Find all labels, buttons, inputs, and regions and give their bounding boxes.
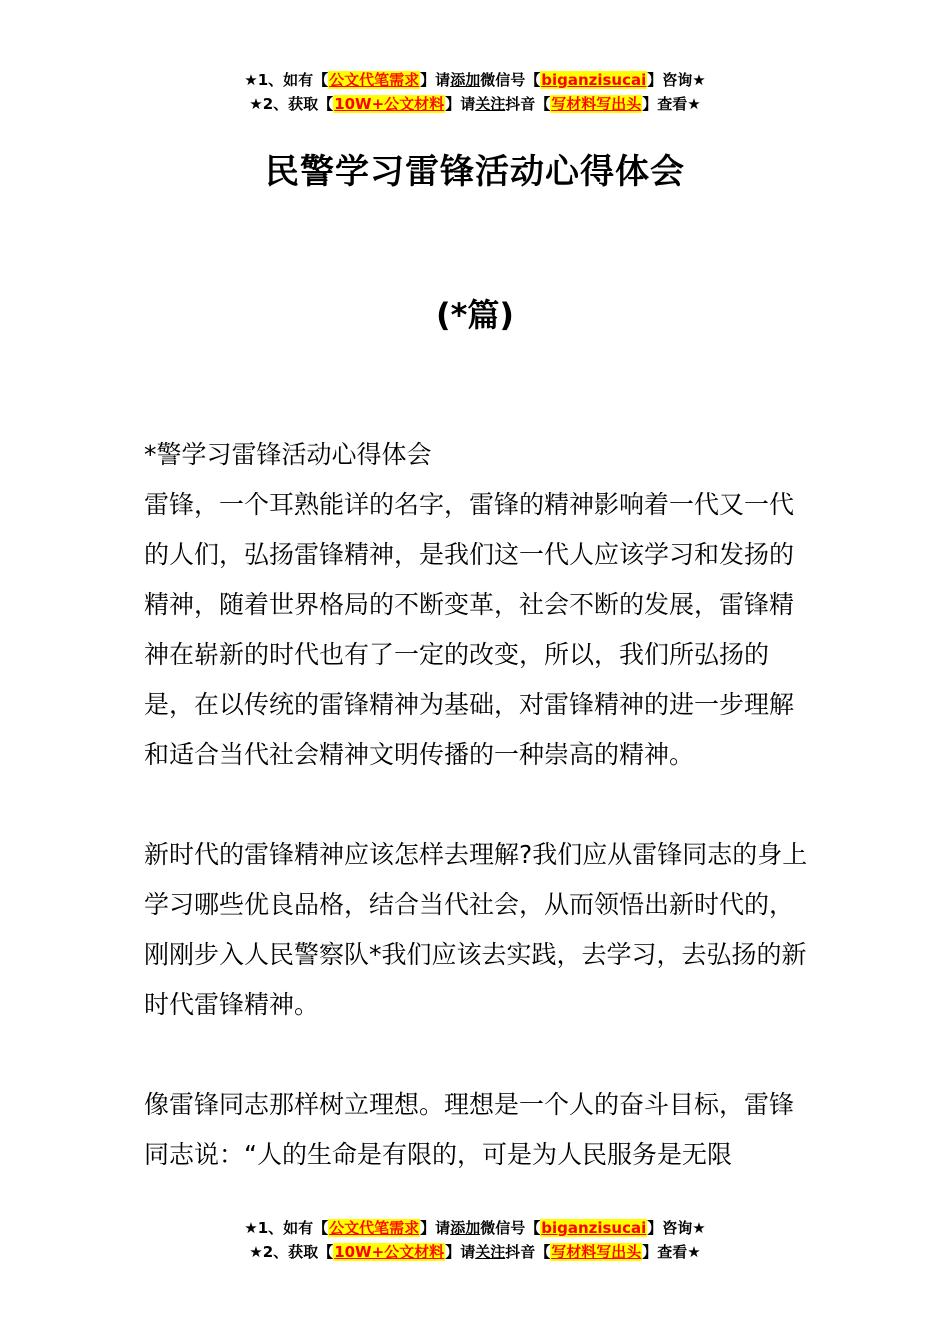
document-body (144, 430, 808, 1180)
header-promo-banner (0, 68, 950, 116)
promo-douyin-account: 写材料写出头 (551, 1243, 642, 1261)
promo-douyin-account: 写材料写出头 (551, 95, 642, 113)
promo-highlight: 公文代笔需求 (329, 1219, 420, 1237)
promo-line-2: ★2、获取【10W+公文材料】请关注抖音【写材料写出头】查看★ (249, 1243, 701, 1261)
body-paragraph: 像雷锋同志那样树立理想。理想是一个人的奋斗目标，雷锋同志说：“人的生命是有限的，可是为人民服务是无限 (144, 1090, 795, 1169)
promo-highlight: 公文代笔需求 (329, 71, 420, 89)
body-paragraph: 雷锋，一个耳熟能详的名字，雷锋的精神影响着一代又一代的人们，弘扬雷锋精神，是我们这一代人应该学习和发扬的精神，随着世界格局的不断变革，社会不断的发展，雷锋精神在崭新的时代也有了一定的改变，所以，我们所弘扬的是，在以传统的雷锋精神为基础，对雷锋精神的进一步理解和适合当代社会精神文明传播的一种崇高的精神。 (144, 490, 795, 769)
promo-wechat-id: biganzisucai (541, 71, 647, 89)
document-title: 民警学习雷锋活动心得体会 (265, 152, 685, 192)
promo-line-2: ★2、获取【10W+公文材料】请关注抖音【写材料写出头】查看★ (249, 95, 701, 113)
promo-highlight: 10W+公文材料 (334, 1243, 445, 1261)
document-subtitle: (*篇) (436, 296, 514, 334)
section-heading: *警学习雷锋活动心得体会 (144, 440, 432, 469)
promo-highlight: 10W+公文材料 (334, 95, 445, 113)
body-paragraph: 新时代的雷锋精神应该怎样去理解?我们应从雷锋同志的身上学习哪些优良品格，结合当代社会，从而领悟出新时代的，刚刚步入人民警察队*我们应该去实践，去学习，去弘扬的新时代雷锋精神。 (144, 840, 808, 1019)
promo-wechat-id: biganzisucai (541, 1219, 647, 1237)
footer-promo-banner (0, 1216, 950, 1264)
promo-line-1: ★1、如有【公文代笔需求】请添加微信号【biganzisucai】咨询★ (244, 1219, 706, 1237)
promo-line-1: ★1、如有【公文代笔需求】请添加微信号【biganzisucai】咨询★ (244, 71, 706, 89)
